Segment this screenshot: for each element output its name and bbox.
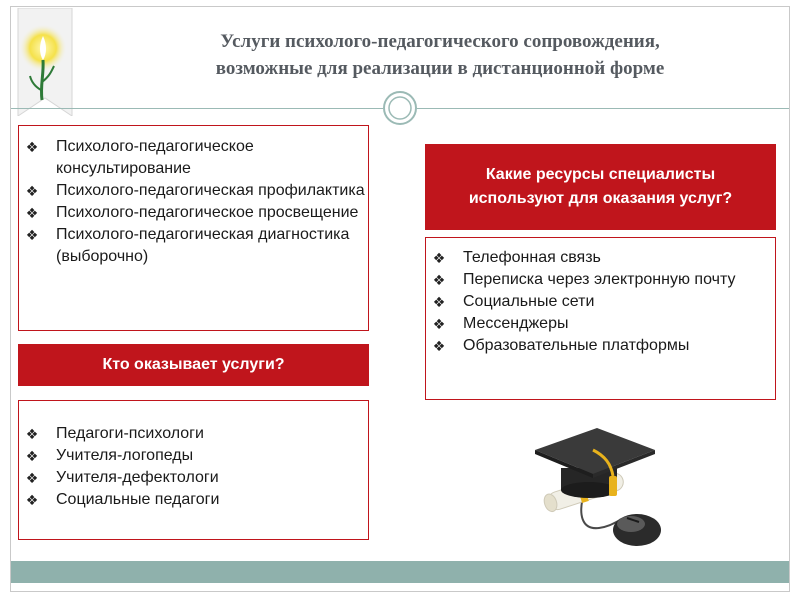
list-item <box>426 247 766 269</box>
service-item-text: Психолого-педагогическая профилактика <box>56 182 365 199</box>
resource-item-text: Социальные сети <box>463 293 595 310</box>
resource-item-text: Образовательные платформы <box>463 337 690 354</box>
list-item <box>19 489 368 511</box>
service-item-text: Психолого-педагогическое консультирование <box>56 138 254 177</box>
diamond-bullet-icon: ❖ <box>432 250 446 266</box>
diamond-bullet-icon: ❖ <box>432 316 446 332</box>
diamond-bullet-icon: ❖ <box>432 272 446 288</box>
candle-logo-icon <box>16 8 74 116</box>
who-item-text: Педагоги-психологи <box>56 425 204 442</box>
diamond-bullet-icon: ❖ <box>25 448 39 464</box>
list-item <box>426 269 766 291</box>
resources-heading <box>425 144 776 230</box>
list-item <box>426 313 766 335</box>
ring-ornament-icon <box>382 90 418 126</box>
who-item-text: Социальные педагоги <box>56 491 220 508</box>
who-heading-text: Кто оказывает услуги? <box>102 356 285 373</box>
who-box <box>18 400 369 540</box>
list-item <box>19 423 368 445</box>
diamond-bullet-icon: ❖ <box>25 227 39 243</box>
resource-item-text: Телефонная связь <box>463 249 601 266</box>
resource-item-text: Переписка через электронную почту <box>463 271 736 288</box>
diamond-bullet-icon: ❖ <box>25 183 39 199</box>
diamond-bullet-icon: ❖ <box>432 294 446 310</box>
list-item <box>19 202 368 224</box>
resources-heading-line-1: Какие ресурсы специалисты <box>485 166 716 183</box>
diamond-bullet-icon: ❖ <box>432 338 446 354</box>
resource-item-text: Мессенджеры <box>463 315 569 332</box>
list-item <box>19 445 368 467</box>
resources-heading-line-2: используют для оказания услуг? <box>468 190 733 207</box>
diamond-bullet-icon: ❖ <box>25 492 39 508</box>
diamond-bullet-icon: ❖ <box>25 470 39 486</box>
list-item <box>19 180 368 202</box>
diamond-bullet-icon: ❖ <box>25 139 39 155</box>
who-item-text: Учителя-дефектологи <box>56 469 219 486</box>
title-line-1: Услуги психолого-педагогического сопровождения, <box>220 31 660 52</box>
list-item <box>19 467 368 489</box>
list-item <box>426 291 766 313</box>
service-item-text: Психолого-педагогическое просвещение <box>56 204 359 221</box>
page-title <box>95 28 785 82</box>
who-heading <box>18 344 369 386</box>
diamond-bullet-icon: ❖ <box>25 426 39 442</box>
list-item <box>426 335 766 357</box>
services-box <box>18 125 369 331</box>
list-item <box>19 224 368 268</box>
service-item-text: Психолого-педагогическая диагностика (выборочно) <box>56 226 350 265</box>
resources-box <box>425 237 776 400</box>
diamond-bullet-icon: ❖ <box>25 205 39 221</box>
title-line-2: возможные для реализации в дистанционной форме <box>215 58 665 79</box>
bottom-band <box>11 561 789 583</box>
who-item-text: Учителя-логопеды <box>56 447 194 464</box>
list-item <box>19 136 368 180</box>
graduation-cap-mouse-icon <box>527 420 667 560</box>
